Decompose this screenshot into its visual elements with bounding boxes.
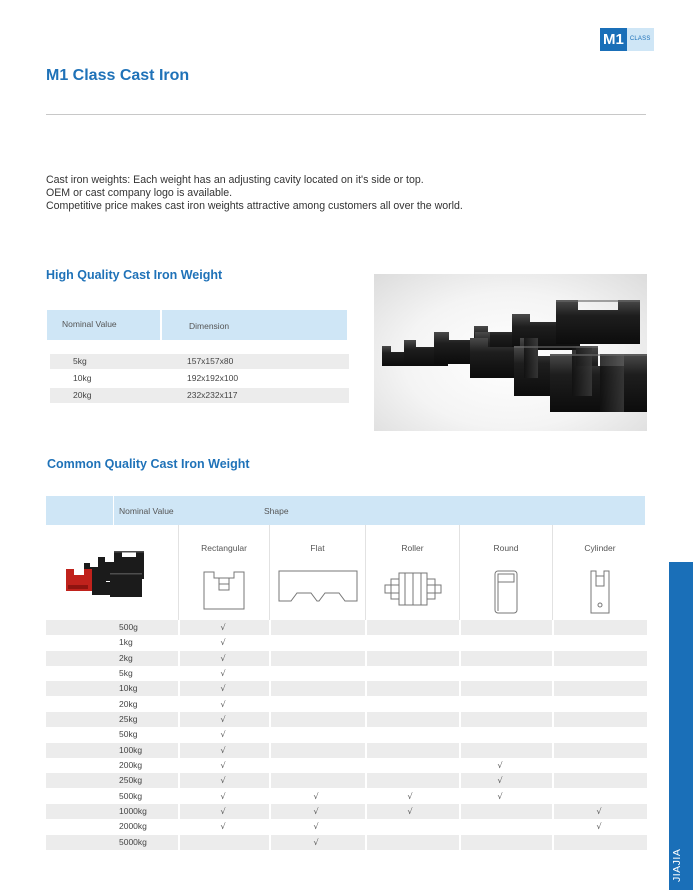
check-mark-rectangular: √	[220, 669, 226, 678]
check-mark-rectangular: √	[220, 761, 226, 770]
column-separator	[269, 620, 271, 635]
check-mark-round: √	[497, 761, 503, 770]
table-row	[46, 620, 647, 635]
side-brand-bar	[669, 562, 693, 890]
column-separator	[269, 635, 271, 650]
cq-nominal-cell: 25kg	[119, 714, 138, 724]
column-separator	[365, 712, 367, 727]
column-separator	[365, 743, 367, 758]
column-separator	[459, 804, 461, 819]
check-mark-rectangular: √	[220, 791, 226, 801]
cq-nominal-cell: 500g	[119, 622, 138, 632]
cq-nominal-cell: 200kg	[119, 760, 143, 770]
column-separator	[459, 773, 461, 788]
hq-nominal-cell: 5kg	[73, 356, 87, 366]
rectangular-shape-icon	[202, 569, 246, 611]
badge-main-label: M1	[600, 28, 627, 51]
check-mark-rectangular: √	[220, 699, 226, 709]
cylinder-shape-icon	[589, 569, 611, 615]
column-separator	[269, 651, 271, 666]
column-separator	[269, 773, 271, 788]
column-separator	[552, 635, 554, 650]
badge-sub-label: CLASS	[627, 28, 654, 51]
check-mark-round: √	[497, 791, 503, 801]
roller-shape-icon	[383, 569, 443, 609]
table-row	[46, 819, 647, 834]
column-separator	[365, 651, 367, 666]
hq-nominal-cell: 20kg	[73, 390, 92, 400]
shape-col-cylinder	[552, 525, 647, 620]
table-row	[46, 804, 647, 819]
table-row	[50, 388, 349, 403]
shape-label: Cylinder	[584, 543, 616, 553]
intro-line: Competitive price makes cast iron weights attractive among customers all over the world.	[46, 200, 463, 212]
column-separator	[459, 712, 461, 727]
column-separator	[552, 681, 554, 696]
column-separator	[459, 743, 461, 758]
title-divider	[46, 114, 646, 115]
high-quality-title: High Quality Cast Iron Weight	[46, 268, 223, 282]
table-row	[46, 743, 647, 758]
column-separator	[459, 789, 461, 804]
column-separator	[552, 819, 554, 834]
intro-text	[46, 174, 463, 213]
intro-line: OEM or cast company logo is available.	[46, 187, 233, 199]
cq-header-nominal: Nominal Value	[119, 506, 174, 516]
column-separator	[552, 789, 554, 804]
column-separator	[552, 835, 554, 850]
column-separator	[178, 712, 180, 727]
column-separator	[269, 758, 271, 773]
check-mark-roller: √	[407, 791, 413, 801]
check-mark-rectangular: √	[220, 745, 226, 755]
table-row	[46, 697, 647, 712]
check-mark-round: √	[497, 776, 503, 786]
column-separator	[365, 697, 367, 712]
column-separator	[365, 773, 367, 788]
column-separator	[178, 743, 180, 758]
cq-nominal-cell: 2000kg	[119, 821, 147, 832]
shape-illustrations	[46, 525, 647, 620]
cq-nominal-cell: 10kg	[119, 683, 138, 694]
common-quality-title: Common Quality Cast Iron Weight	[47, 457, 250, 471]
cq-nominal-cell: 50kg	[119, 729, 138, 740]
page-title: M1 Class Cast Iron	[46, 67, 190, 84]
column-separator	[365, 727, 367, 742]
column-separator	[459, 697, 461, 712]
column-separator	[365, 804, 367, 819]
weights-thumbnail	[46, 525, 178, 620]
class-badge	[600, 28, 654, 51]
column-separator	[178, 819, 180, 834]
column-separator	[459, 758, 461, 773]
hq-dimension-cell: 232x232x117	[187, 390, 238, 400]
table-row	[46, 666, 647, 681]
column-separator	[365, 681, 367, 696]
column-separator	[178, 681, 180, 696]
column-separator	[269, 819, 271, 834]
cq-nominal-cell: 100kg	[119, 744, 143, 755]
table-row	[50, 371, 349, 386]
header-divider	[113, 496, 114, 525]
column-separator	[178, 666, 180, 681]
table-row	[46, 681, 647, 696]
hq-dimension-cell: 157x157x80	[187, 356, 234, 366]
table-row	[46, 712, 647, 727]
column-separator	[269, 681, 271, 696]
hq-nominal-cell: 10kg	[73, 373, 92, 383]
column-separator	[552, 773, 554, 788]
intro-line: Cast iron weights: Each weight has an adjusting cavity located on it's side or top.	[46, 174, 424, 186]
cq-header-shape: Shape	[264, 506, 289, 516]
column-separator	[269, 697, 271, 712]
check-mark-rectangular: √	[220, 715, 226, 724]
check-mark-rectangular: √	[220, 807, 226, 816]
shape-label: Roller	[401, 543, 424, 553]
check-mark-flat: √	[313, 791, 319, 801]
column-separator	[269, 727, 271, 742]
shape-col-flat	[269, 525, 365, 620]
column-separator	[552, 651, 554, 666]
column-separator	[178, 835, 180, 850]
column-separator	[269, 804, 271, 819]
column-separator	[459, 620, 461, 635]
column-separator	[269, 835, 271, 850]
round-shape-icon	[493, 569, 519, 615]
check-mark-cylinder: √	[596, 807, 602, 816]
column-separator	[552, 727, 554, 742]
hq-dimension-cell: 192x192x100	[187, 373, 239, 383]
column-separator	[552, 666, 554, 681]
column-separator	[178, 758, 180, 773]
cq-nominal-cell: 500kg	[119, 790, 143, 801]
cq-nominal-cell: 1kg	[119, 637, 133, 648]
table-row	[46, 789, 647, 804]
check-mark-flat: √	[313, 807, 319, 816]
column-separator	[459, 727, 461, 742]
check-mark-rectangular: √	[220, 684, 226, 694]
column-separator	[365, 819, 367, 834]
cq-nominal-cell: 5kg	[119, 668, 133, 678]
check-mark-flat: √	[313, 837, 319, 847]
column-separator	[365, 635, 367, 650]
column-separator	[178, 620, 180, 635]
check-mark-rectangular: √	[220, 623, 226, 632]
column-separator	[178, 635, 180, 650]
check-mark-flat: √	[313, 822, 319, 832]
table-row	[46, 773, 647, 788]
column-separator	[178, 727, 180, 742]
hq-header-nominal: Nominal Value	[47, 310, 160, 340]
shape-label: Rectangular	[201, 543, 247, 553]
shape-col-roller	[365, 525, 459, 620]
table-row	[46, 635, 647, 650]
column-separator	[552, 697, 554, 712]
column-separator	[459, 635, 461, 650]
column-separator	[365, 789, 367, 804]
shape-col-round	[459, 525, 552, 620]
column-separator	[178, 697, 180, 712]
shape-label: Flat	[310, 543, 325, 553]
cast-iron-weights-photo	[374, 274, 647, 431]
table-row	[46, 727, 647, 742]
column-separator	[269, 789, 271, 804]
table-row	[46, 651, 647, 666]
check-mark-rectangular: √	[220, 776, 226, 786]
column-separator	[178, 773, 180, 788]
shape-label: Round	[493, 543, 519, 553]
table-row	[46, 758, 647, 773]
column-separator	[365, 666, 367, 681]
column-separator	[365, 835, 367, 850]
column-separator	[459, 819, 461, 834]
check-mark-rectangular: √	[220, 730, 226, 740]
check-mark-rectangular: √	[220, 653, 226, 663]
column-separator	[552, 758, 554, 773]
column-separator	[178, 804, 180, 819]
cq-nominal-cell: 20kg	[119, 698, 138, 709]
column-separator	[459, 651, 461, 666]
column-separator	[178, 651, 180, 666]
column-separator	[269, 743, 271, 758]
cq-nominal-cell: 5000kg	[119, 836, 147, 847]
column-separator	[552, 620, 554, 635]
column-separator	[459, 835, 461, 850]
column-separator	[365, 620, 367, 635]
cq-nominal-cell: 2kg	[119, 652, 133, 663]
cq-header	[46, 496, 645, 525]
column-separator	[269, 666, 271, 681]
check-mark-roller: √	[407, 807, 413, 816]
check-mark-rectangular: √	[220, 638, 226, 648]
table-row	[50, 354, 349, 369]
column-separator	[178, 789, 180, 804]
column-separator	[459, 666, 461, 681]
column-separator	[459, 681, 461, 696]
cq-nominal-cell: 250kg	[119, 775, 143, 786]
check-mark-rectangular: √	[220, 822, 226, 832]
shape-col-rectangular	[178, 525, 269, 620]
column-separator	[552, 712, 554, 727]
check-mark-cylinder: √	[596, 822, 602, 832]
flat-shape-icon	[277, 569, 359, 603]
column-separator	[552, 804, 554, 819]
cq-nominal-cell: 1000kg	[119, 806, 147, 816]
table-row	[46, 835, 647, 850]
hq-header-dimension: Dimension	[162, 310, 347, 340]
column-separator	[365, 758, 367, 773]
column-separator	[269, 712, 271, 727]
side-brand-label: JIAJIA	[671, 848, 683, 882]
column-separator	[552, 743, 554, 758]
